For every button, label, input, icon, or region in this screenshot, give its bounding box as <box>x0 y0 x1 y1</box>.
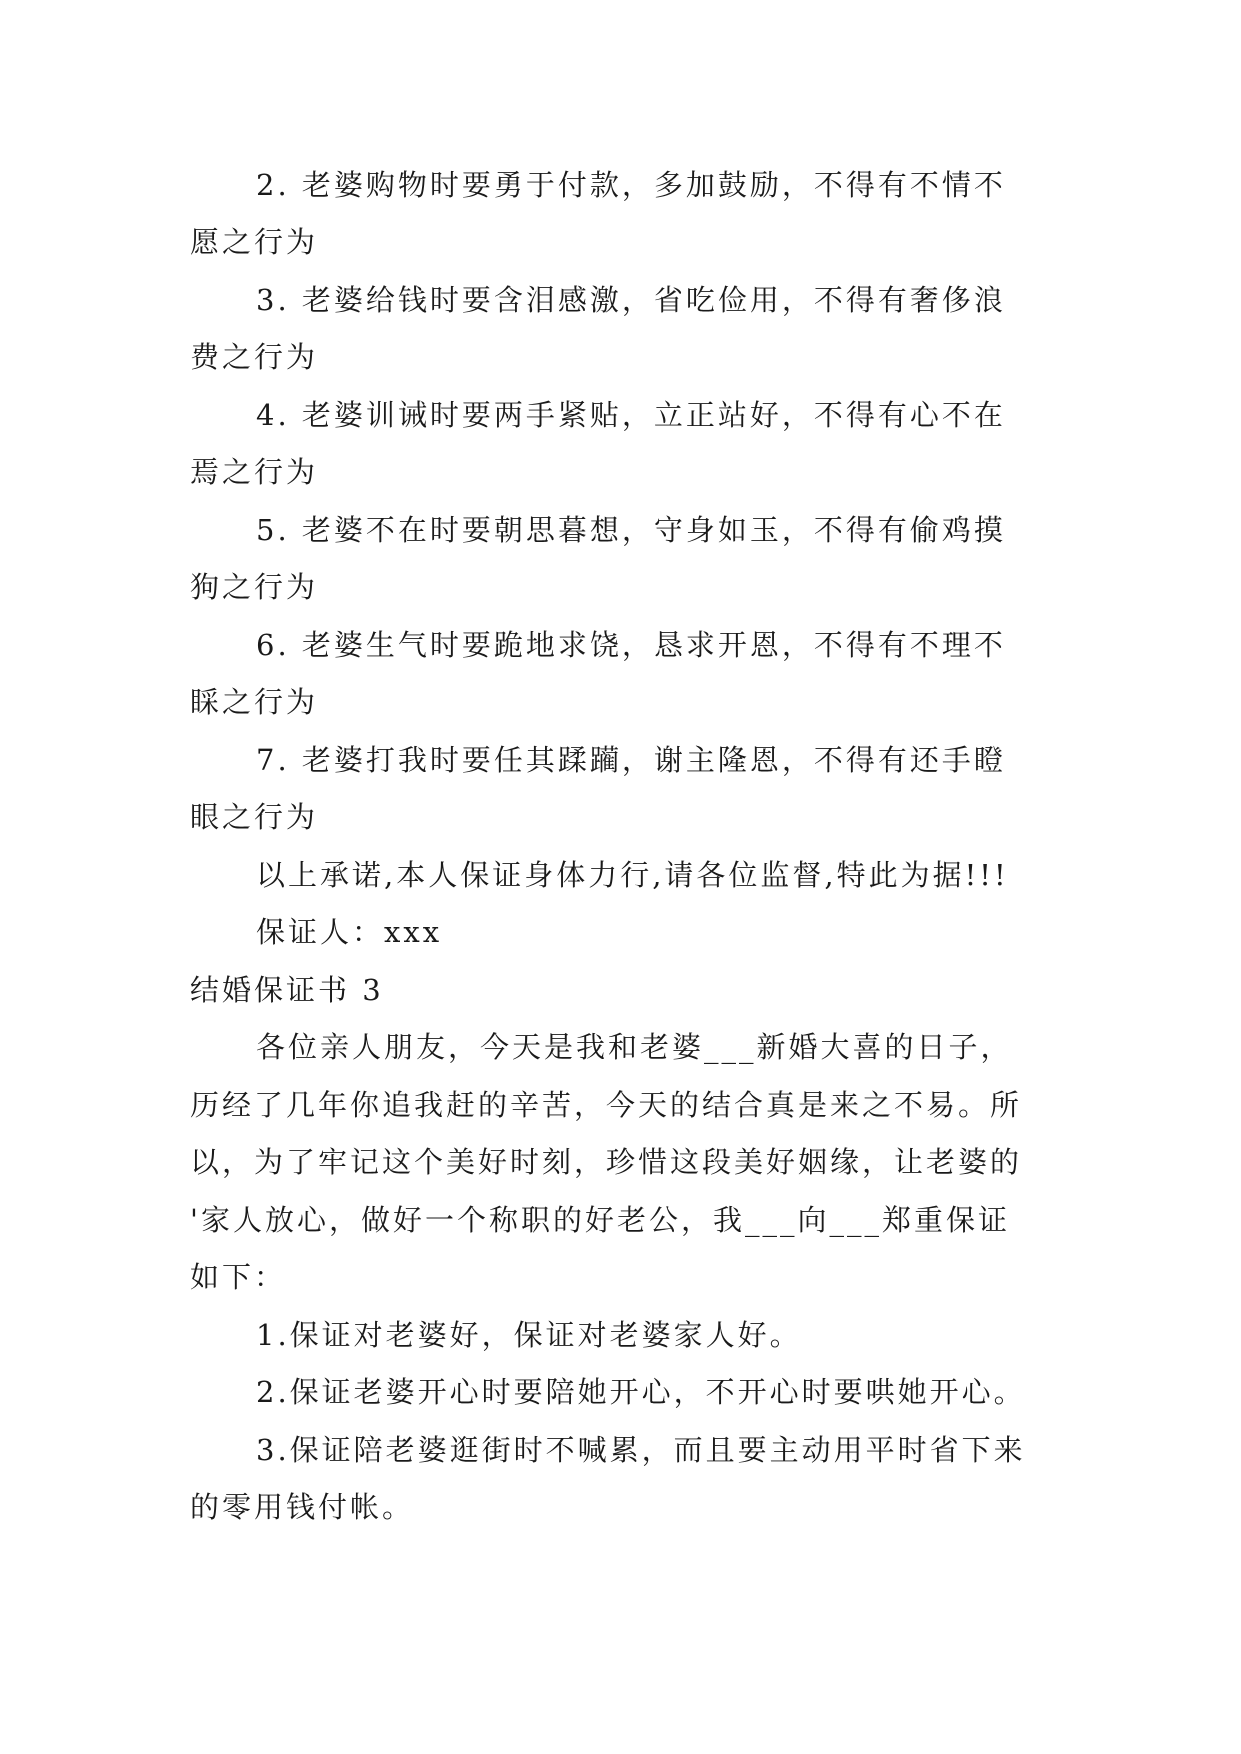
paragraph-line: 历经了几年你追我赶的辛苦，今天的结合真是来之不易。所 <box>190 1088 1023 1122</box>
paragraph-line: 狗之行为 <box>190 570 319 604</box>
paragraph-line: 愿之行为 <box>190 225 319 259</box>
paragraph-line: 焉之行为 <box>190 455 319 489</box>
paragraph-line: '家人放心，做好一个称职的好老公，我___向___郑重保证 <box>190 1203 1010 1237</box>
paragraph-line: 4. 老婆训诫时要两手紧贴，立正站好，不得有心不在 <box>256 398 1006 432</box>
paragraph-line: 2.保证老婆开心时要陪她开心，不开心时要哄她开心。 <box>256 1375 1026 1409</box>
paragraph-line: 1.保证对老婆好，保证对老婆家人好。 <box>256 1318 802 1352</box>
paragraph-line: 3.保证陪老婆逛街时不喊累，而且要主动用平时省下来 <box>256 1433 1026 1467</box>
paragraph-line: 各位亲人朋友，今天是我和老婆___新婚大喜的日子， <box>256 1030 1013 1064</box>
paragraph-line: 睬之行为 <box>190 685 319 719</box>
paragraph-line: 以上承诺,本人保证身体力行,请各位监督,特此为据!!! <box>256 858 1009 892</box>
guarantor-line: 保证人：xxx <box>256 915 443 949</box>
paragraph-line: 7. 老婆打我时要任其蹂躏，谢主隆恩，不得有还手瞪 <box>256 743 1006 777</box>
paragraph-line: 3. 老婆给钱时要含泪感激，省吃俭用，不得有奢侈浪 <box>256 283 1006 317</box>
paragraph-line: 2. 老婆购物时要勇于付款，多加鼓励，不得有不情不 <box>256 168 1006 202</box>
paragraph-line: 如下： <box>190 1260 287 1294</box>
paragraph-line: 6. 老婆生气时要跪地求饶，恳求开恩，不得有不理不 <box>256 628 1006 662</box>
paragraph-line: 以，为了牢记这个美好时刻，珍惜这段美好姻缘，让老婆的 <box>190 1145 1023 1179</box>
paragraph-line: 眼之行为 <box>190 800 319 834</box>
paragraph-line: 的零用钱付帐。 <box>190 1490 415 1524</box>
paragraph-line: 费之行为 <box>190 340 319 374</box>
section-heading: 结婚保证书 3 <box>190 973 384 1007</box>
paragraph-line: 5. 老婆不在时要朝思暮想，守身如玉，不得有偷鸡摸 <box>256 513 1006 547</box>
